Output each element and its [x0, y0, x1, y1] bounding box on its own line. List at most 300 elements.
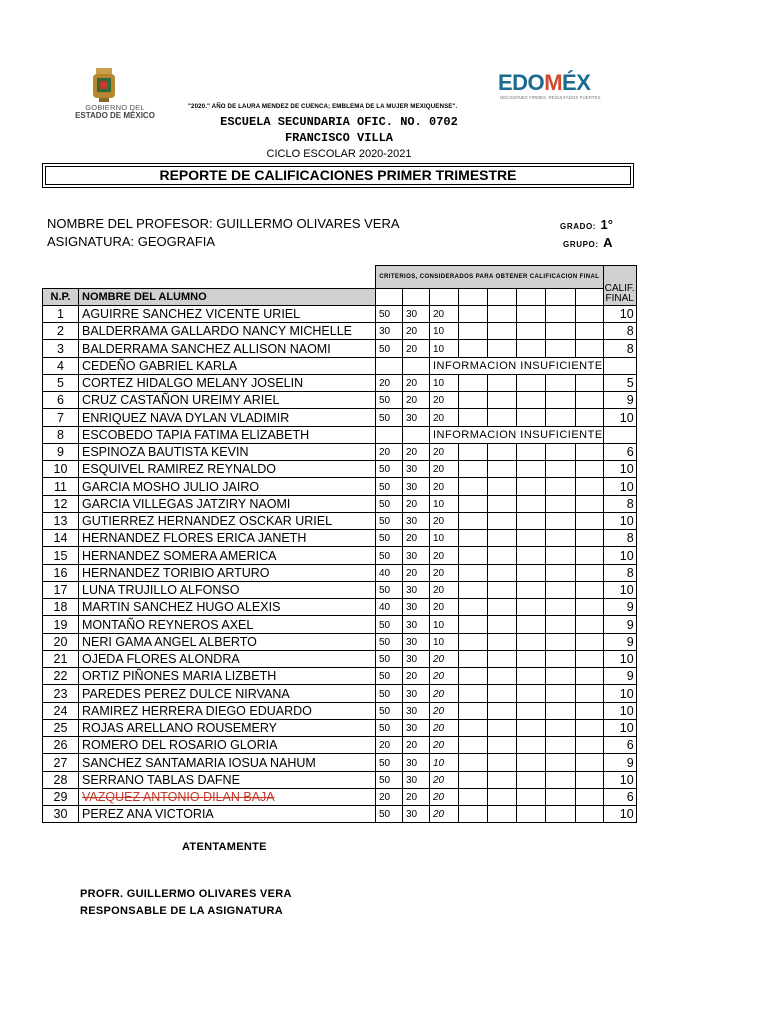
- criterion-3: 20: [430, 409, 459, 426]
- criterion-blank-cell: [575, 719, 603, 736]
- final-grade: 8: [603, 530, 636, 547]
- criterion-blank-cell: [458, 564, 487, 581]
- criterion-blank-cell: [575, 685, 603, 702]
- criterion-blank-cell: [458, 806, 487, 823]
- criterion-1: 50: [376, 340, 403, 357]
- criterion-blank-cell: [516, 443, 545, 460]
- criterion-1: 50: [376, 668, 403, 685]
- student-name: ESPINOZA BAUTISTA KEVIN: [79, 443, 376, 460]
- criterion-blank-cell: [458, 668, 487, 685]
- criterion-blank-cell: [516, 668, 545, 685]
- row-number: 27: [43, 754, 79, 771]
- grade-value: 1°: [600, 217, 613, 232]
- school-line1: ESCUELA SECUNDARIA OFIC. NO. 0702: [220, 115, 458, 129]
- criterion-blank-cell: [487, 495, 516, 512]
- criterion-3: 20: [430, 512, 459, 529]
- group-label: GRUPO:: [563, 240, 599, 249]
- final-grade: 10: [603, 685, 636, 702]
- final-grade: 10: [603, 547, 636, 564]
- criterion-blank-cell: [575, 771, 603, 788]
- criterion-2: [403, 426, 430, 443]
- criterion-1: 20: [376, 374, 403, 391]
- final-grade: 8: [603, 323, 636, 340]
- final-grade: 6: [603, 443, 636, 460]
- grade-field: [560, 216, 613, 234]
- criterion-blank-cell: [575, 564, 603, 581]
- criterion-blank-cell: [458, 305, 487, 322]
- edomex-wordmark: EDOMÉX: [498, 70, 591, 95]
- edomex-logo: [498, 70, 610, 104]
- criterion-blank-cell: [545, 443, 575, 460]
- criterion-blank-cell: [545, 650, 575, 667]
- criterion-blank-cell: [575, 806, 603, 823]
- criterion-2: 30: [403, 806, 430, 823]
- criterion-blank-cell: [516, 392, 545, 409]
- criterion-blank-cell: [458, 443, 487, 460]
- criterion-blank-cell: [487, 340, 516, 357]
- row-number: 25: [43, 719, 79, 736]
- criterion-3: 20: [430, 771, 459, 788]
- final-grade: 9: [603, 616, 636, 633]
- student-name: ESCOBEDO TAPIA FATIMA ELIZABETH: [79, 426, 376, 443]
- table-row: [43, 599, 637, 616]
- table-row: [43, 512, 637, 529]
- criterion-blank-cell: [545, 754, 575, 771]
- criteria-blank-cell: [516, 288, 545, 305]
- criterion-blank-cell: [545, 685, 575, 702]
- criterion-blank-cell: [458, 737, 487, 754]
- criterion-3: 20: [430, 564, 459, 581]
- criterion-blank-cell: [575, 305, 603, 322]
- student-name: HERNANDEZ TORIBIO ARTURO: [79, 564, 376, 581]
- row-number: 24: [43, 702, 79, 719]
- criterion-1: 50: [376, 806, 403, 823]
- row-number: 5: [43, 374, 79, 391]
- student-name: NERI GAMA ANGEL ALBERTO: [79, 633, 376, 650]
- criterion-blank-cell: [458, 461, 487, 478]
- criteria-blank-cell: [403, 288, 430, 305]
- table-row: [43, 530, 637, 547]
- student-name: LUNA TRUJILLO ALFONSO: [79, 581, 376, 598]
- row-number: 2: [43, 323, 79, 340]
- grades-table: [42, 265, 637, 823]
- criterion-1: 50: [376, 616, 403, 633]
- criterion-blank-cell: [545, 409, 575, 426]
- student-name: CEDEÑO GABRIEL KARLA: [79, 357, 376, 374]
- criterion-blank-cell: [516, 702, 545, 719]
- np-header: N.P.: [43, 288, 79, 305]
- criterion-blank-cell: [545, 512, 575, 529]
- criterion-blank-cell: [458, 650, 487, 667]
- criterion-2: 20: [403, 564, 430, 581]
- criterion-blank-cell: [575, 702, 603, 719]
- criterion-blank-cell: [545, 702, 575, 719]
- row-number: 6: [43, 392, 79, 409]
- criterion-blank-cell: [516, 616, 545, 633]
- criterion-blank-cell: [516, 547, 545, 564]
- table-row: [43, 426, 637, 443]
- criterion-blank-cell: [545, 788, 575, 805]
- row-number: 10: [43, 461, 79, 478]
- criterion-blank-cell: [487, 788, 516, 805]
- criterion-2: 20: [403, 443, 430, 460]
- criterion-3: 10: [430, 340, 459, 357]
- row-number: 13: [43, 512, 79, 529]
- criterion-blank-cell: [545, 495, 575, 512]
- final-grade: 10: [603, 461, 636, 478]
- criterion-2: 30: [403, 547, 430, 564]
- student-name: GARCIA VILLEGAS JATZIRY NAOMI: [79, 495, 376, 512]
- criterion-1: 50: [376, 719, 403, 736]
- criterion-blank-cell: [458, 633, 487, 650]
- final-grade: 6: [603, 737, 636, 754]
- criterion-blank-cell: [458, 599, 487, 616]
- criterion-3: 20: [430, 788, 459, 805]
- group-field: [563, 234, 612, 252]
- criterion-blank-cell: [545, 547, 575, 564]
- insufficient-info: INFORMACION INSUFICIENTE: [430, 357, 604, 374]
- final-grade: 10: [603, 512, 636, 529]
- criterion-blank-cell: [487, 599, 516, 616]
- criterion-1: 50: [376, 512, 403, 529]
- criterion-3: 20: [430, 702, 459, 719]
- criterion-blank-cell: [575, 409, 603, 426]
- table-row: [43, 305, 637, 322]
- criteria-blank-cell: [458, 288, 487, 305]
- criterion-blank-cell: [575, 340, 603, 357]
- criterion-blank-cell: [487, 409, 516, 426]
- criterion-blank-cell: [575, 547, 603, 564]
- student-name: ENRIQUEZ NAVA DYLAN VLADIMIR: [79, 409, 376, 426]
- criterion-blank-cell: [575, 754, 603, 771]
- table-row: [43, 495, 637, 512]
- row-number: 30: [43, 806, 79, 823]
- criterion-blank-cell: [516, 719, 545, 736]
- gob-line1: GOBIERNO DEL: [85, 103, 145, 112]
- student-name: CORTEZ HIDALGO MELANY JOSELIN: [79, 374, 376, 391]
- criterion-blank-cell: [487, 564, 516, 581]
- criterion-blank-cell: [516, 340, 545, 357]
- criterion-2: 20: [403, 788, 430, 805]
- criterion-2: 20: [403, 323, 430, 340]
- table-row: [43, 340, 637, 357]
- final-grade: 9: [603, 599, 636, 616]
- table-row: [43, 392, 637, 409]
- criterion-2: 20: [403, 392, 430, 409]
- final-grade: 5: [603, 374, 636, 391]
- table-row: [43, 409, 637, 426]
- school-line2: FRANCISCO VILLA: [284, 131, 394, 145]
- criterion-blank-cell: [458, 719, 487, 736]
- criteria-header: CRITERIOS, CONSIDERADOS PARA OBTENER CALIFICACION FINAL: [376, 266, 604, 289]
- student-name: MONTAÑO REYNEROS AXEL: [79, 616, 376, 633]
- criterion-2: 30: [403, 650, 430, 667]
- criterion-2: 30: [403, 719, 430, 736]
- final-grade: 8: [603, 495, 636, 512]
- table-row: [43, 754, 637, 771]
- criterion-1: 50: [376, 633, 403, 650]
- row-number: 23: [43, 685, 79, 702]
- criterion-3: 10: [430, 633, 459, 650]
- criterion-1: 20: [376, 788, 403, 805]
- criterion-blank-cell: [487, 771, 516, 788]
- criterion-blank-cell: [458, 581, 487, 598]
- criterion-2: 30: [403, 461, 430, 478]
- criterion-blank-cell: [545, 392, 575, 409]
- criterion-blank-cell: [458, 530, 487, 547]
- criterion-2: 20: [403, 530, 430, 547]
- criterion-blank-cell: [487, 668, 516, 685]
- student-name: AGUIRRE SANCHEZ VICENTE URIEL: [79, 305, 376, 322]
- criterion-blank-cell: [516, 737, 545, 754]
- criterion-blank-cell: [545, 581, 575, 598]
- criterion-blank-cell: [487, 616, 516, 633]
- student-name: RAMIREZ HERRERA DIEGO EDUARDO: [79, 702, 376, 719]
- student-name: ORTIZ PIÑONES MARIA LIZBETH: [79, 668, 376, 685]
- student-name: ROMERO DEL ROSARIO GLORIA: [79, 737, 376, 754]
- row-number: 12: [43, 495, 79, 512]
- criterion-3: 20: [430, 305, 459, 322]
- criterion-blank-cell: [487, 702, 516, 719]
- criterion-1: 40: [376, 564, 403, 581]
- table-row: [43, 685, 637, 702]
- row-number: 3: [43, 340, 79, 357]
- student-name: ROJAS ARELLANO ROUSEMERY: [79, 719, 376, 736]
- final-grade: 9: [603, 668, 636, 685]
- criterion-2: 30: [403, 633, 430, 650]
- criterion-blank-cell: [487, 512, 516, 529]
- criterion-2: 20: [403, 340, 430, 357]
- row-number: 29: [43, 788, 79, 805]
- final-grade: [603, 426, 636, 443]
- criterion-blank-cell: [487, 323, 516, 340]
- criteria-blank-cell: [430, 288, 459, 305]
- criterion-1: 50: [376, 771, 403, 788]
- student-name: SANCHEZ SANTAMARIA IOSUA NAHUM: [79, 754, 376, 771]
- criteria-header-row: [43, 266, 637, 289]
- row-number: 26: [43, 737, 79, 754]
- grade-label: GRADO:: [560, 222, 597, 231]
- table-row: [43, 616, 637, 633]
- criterion-2: 20: [403, 374, 430, 391]
- criterion-blank-cell: [458, 788, 487, 805]
- table-row: [43, 478, 637, 495]
- criterion-blank-cell: [545, 340, 575, 357]
- criterion-blank-cell: [516, 788, 545, 805]
- criterion-blank-cell: [458, 754, 487, 771]
- criterion-blank-cell: [575, 599, 603, 616]
- criterion-blank-cell: [575, 581, 603, 598]
- criterion-blank-cell: [487, 685, 516, 702]
- criterion-3: 10: [430, 374, 459, 391]
- criterion-1: 50: [376, 392, 403, 409]
- criterion-3: 10: [430, 495, 459, 512]
- final-grade: 10: [603, 702, 636, 719]
- criterion-blank-cell: [487, 650, 516, 667]
- row-number: 28: [43, 771, 79, 788]
- final-grade: 9: [603, 392, 636, 409]
- final-grade: 10: [603, 650, 636, 667]
- criterion-3: 20: [430, 478, 459, 495]
- criterion-blank-cell: [458, 374, 487, 391]
- final-grade: 6: [603, 788, 636, 805]
- criterion-blank-cell: [516, 754, 545, 771]
- criterion-blank-cell: [575, 323, 603, 340]
- criterion-blank-cell: [458, 323, 487, 340]
- final-grade-header: CALIF. FINAL: [603, 266, 636, 306]
- criterion-1: 50: [376, 547, 403, 564]
- criterion-1: 30: [376, 323, 403, 340]
- criterion-3: 20: [430, 599, 459, 616]
- criterion-blank-cell: [458, 478, 487, 495]
- criterion-blank-cell: [487, 443, 516, 460]
- criterion-blank-cell: [575, 374, 603, 391]
- criterion-blank-cell: [458, 392, 487, 409]
- criterion-blank-cell: [516, 495, 545, 512]
- criterion-1: 50: [376, 305, 403, 322]
- student-name: SERRANO TABLAS DAFNE: [79, 771, 376, 788]
- row-number: 21: [43, 650, 79, 667]
- final-grade: 9: [603, 754, 636, 771]
- criteria-blank-cell: [575, 288, 603, 305]
- report-title: REPORTE DE CALIFICACIONES PRIMER TRIMESTRE: [45, 166, 631, 185]
- criterion-blank-cell: [545, 305, 575, 322]
- criterion-1: 20: [376, 443, 403, 460]
- student-name: PEREZ ANA VICTORIA: [79, 806, 376, 823]
- criterion-blank-cell: [458, 512, 487, 529]
- final-grade: 10: [603, 305, 636, 322]
- student-name: ESQUIVEL RAMIREZ REYNALDO: [79, 461, 376, 478]
- row-number: 22: [43, 668, 79, 685]
- criterion-2: 30: [403, 754, 430, 771]
- student-name: MARTIN SANCHEZ HUGO ALEXIS: [79, 599, 376, 616]
- final-grade: 9: [603, 633, 636, 650]
- criterion-blank-cell: [545, 806, 575, 823]
- criterion-blank-cell: [575, 633, 603, 650]
- criterion-blank-cell: [487, 374, 516, 391]
- criterion-blank-cell: [545, 737, 575, 754]
- criterion-blank-cell: [545, 323, 575, 340]
- student-name: GUTIERREZ HERNANDEZ OSCKAR URIEL: [79, 512, 376, 529]
- criterion-3: 20: [430, 392, 459, 409]
- criterion-blank-cell: [575, 530, 603, 547]
- final-grade: 10: [603, 806, 636, 823]
- criterion-blank-cell: [458, 495, 487, 512]
- criterion-blank-cell: [487, 806, 516, 823]
- column-header-row: [43, 288, 637, 305]
- criterion-3: 20: [430, 547, 459, 564]
- criterion-blank-cell: [487, 581, 516, 598]
- criterion-2: 20: [403, 495, 430, 512]
- row-number: 19: [43, 616, 79, 633]
- criterion-blank-cell: [516, 323, 545, 340]
- table-row: [43, 374, 637, 391]
- criterion-blank-cell: [487, 737, 516, 754]
- criterion-3: 10: [430, 616, 459, 633]
- criterion-blank-cell: [545, 616, 575, 633]
- criterion-blank-cell: [516, 581, 545, 598]
- criterion-1: 50: [376, 754, 403, 771]
- header-spacer: [43, 266, 376, 289]
- criterion-3: 20: [430, 443, 459, 460]
- row-number: 16: [43, 564, 79, 581]
- criterion-1: 50: [376, 461, 403, 478]
- report-title-box: [42, 163, 634, 188]
- signer-name: PROFR. GUILLERMO OLIVARES VERA: [80, 888, 292, 900]
- criterion-1: 50: [376, 581, 403, 598]
- final-grade: 10: [603, 771, 636, 788]
- student-name: BALDERRAMA GALLARDO NANCY MICHELLE: [79, 323, 376, 340]
- row-number: 20: [43, 633, 79, 650]
- criterion-blank-cell: [575, 478, 603, 495]
- criterion-blank-cell: [458, 771, 487, 788]
- criterion-2: 30: [403, 409, 430, 426]
- signer-role: RESPONSABLE DE LA ASIGNATURA: [80, 905, 283, 917]
- row-number: 15: [43, 547, 79, 564]
- criterion-blank-cell: [545, 633, 575, 650]
- criterion-blank-cell: [545, 719, 575, 736]
- criterion-blank-cell: [516, 461, 545, 478]
- criterion-2: 30: [403, 305, 430, 322]
- criterion-2: 30: [403, 616, 430, 633]
- criterion-1: 20: [376, 737, 403, 754]
- criterion-blank-cell: [575, 788, 603, 805]
- criterion-blank-cell: [487, 392, 516, 409]
- table-row: [43, 737, 637, 754]
- criterion-1: 50: [376, 702, 403, 719]
- criteria-blank-cell: [545, 288, 575, 305]
- student-name: OJEDA FLORES ALONDRA: [79, 650, 376, 667]
- row-number: 8: [43, 426, 79, 443]
- criterion-2: 30: [403, 599, 430, 616]
- table-row: [43, 323, 637, 340]
- criterion-blank-cell: [575, 443, 603, 460]
- criterion-blank-cell: [516, 409, 545, 426]
- criterion-3: 20: [430, 806, 459, 823]
- criterion-3: 10: [430, 530, 459, 547]
- row-number: 4: [43, 357, 79, 374]
- criterion-blank-cell: [516, 374, 545, 391]
- criterion-blank-cell: [545, 530, 575, 547]
- insufficient-info: INFORMACION INSUFICIENTE: [430, 426, 604, 443]
- criterion-blank-cell: [575, 650, 603, 667]
- student-name: VAZQUEZ ANTONIO DILAN BAJA: [79, 788, 376, 805]
- student-name: BALDERRAMA SANCHEZ ALLISON NAOMI: [79, 340, 376, 357]
- criteria-blank-cell: [487, 288, 516, 305]
- student-name: CRUZ CASTAÑON UREIMY ARIEL: [79, 392, 376, 409]
- gob-line2: ESTADO DE MÉXICO: [75, 111, 155, 120]
- teacher-name: NOMBRE DEL PROFESOR: GUILLERMO OLIVARES VERA: [47, 216, 400, 231]
- criterion-blank-cell: [487, 530, 516, 547]
- row-number: 14: [43, 530, 79, 547]
- table-row: [43, 547, 637, 564]
- school-cycle: CICLO ESCOLAR 2020-2021: [266, 148, 412, 160]
- criterion-2: 30: [403, 685, 430, 702]
- criterion-3: 10: [430, 754, 459, 771]
- criterion-2: 30: [403, 771, 430, 788]
- state-emblem-icon: [91, 68, 117, 102]
- criterion-blank-cell: [545, 668, 575, 685]
- table-row: [43, 443, 637, 460]
- criterion-1: 50: [376, 650, 403, 667]
- student-name: HERNANDEZ FLORES ERICA JANETH: [79, 530, 376, 547]
- row-number: 9: [43, 443, 79, 460]
- criterion-3: 20: [430, 737, 459, 754]
- criterion-1: 50: [376, 495, 403, 512]
- criterion-3: 20: [430, 685, 459, 702]
- criterion-1: 50: [376, 530, 403, 547]
- final-grade: 10: [603, 719, 636, 736]
